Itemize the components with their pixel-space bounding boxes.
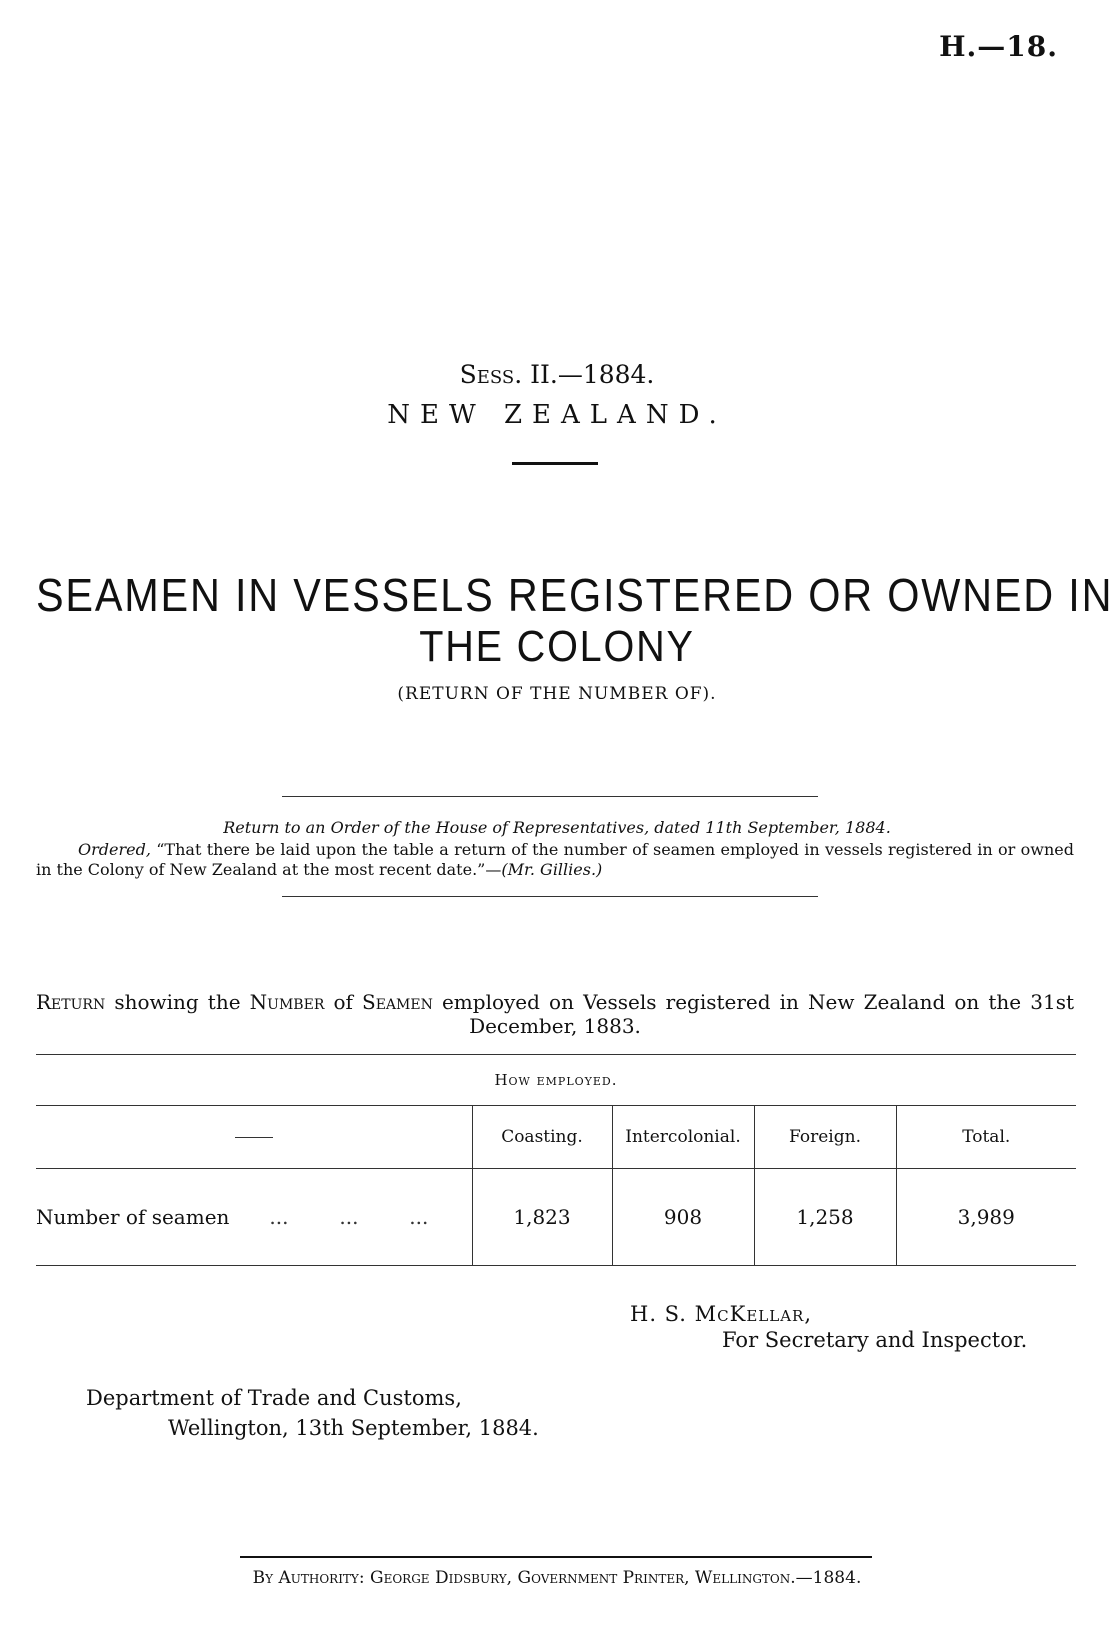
footer-rule — [240, 1556, 872, 1558]
cell-coasting: 1,823 — [472, 1169, 612, 1266]
column-header: Foreign. — [754, 1106, 896, 1169]
ordered-word: Ordered, — [78, 840, 151, 859]
department-place-date: Wellington, 13th September, 1884. — [168, 1416, 539, 1440]
seamen-table — [36, 1054, 1076, 1266]
order-mover: (Mr. Gillies.) — [501, 860, 603, 879]
document-title-line-1: SEAMEN IN VESSELS REGISTERED OR OWNED IN — [36, 569, 1114, 621]
row-label: Number of seamen — [36, 1205, 230, 1229]
return-text-1: showing the — [105, 990, 250, 1014]
number-word: Number — [249, 990, 325, 1014]
cell-foreign: 1,258 — [754, 1169, 896, 1266]
column-header: Intercolonial. — [612, 1106, 754, 1169]
return-text-3: employed on Vessels registered in New Zealand on the 31st December, 1883. — [432, 990, 1074, 1038]
cell-total: 3,989 — [896, 1169, 1076, 1266]
order-body: “That there be laid upon the table a return of the number of seamen employed in vessels registered in or owned in the Colony of New Zealand at the most recent date.”— — [36, 840, 1074, 879]
order-reference: Return to an Order of the House of Representatives, dated 11th September, 1884. — [223, 818, 891, 837]
session-line: Sess. II.—1884. — [459, 360, 655, 389]
return-word: Return — [36, 990, 106, 1014]
country-heading: NEW ZEALAND. — [387, 400, 727, 430]
row-label-cell — [36, 1169, 472, 1266]
document-subtitle: (RETURN OF THE NUMBER OF). — [397, 684, 717, 704]
table-group-header: How employed. — [36, 1055, 1076, 1106]
row-leaders: ... ... ... — [269, 1205, 429, 1229]
department-name: Department of Trade and Customs, — [86, 1386, 462, 1410]
cell-intercolonial: 908 — [612, 1169, 754, 1266]
printer-imprint: By Authority: George Didsbury, Government Printer, Wellington.—1884. — [252, 1568, 862, 1588]
paper-number: H.—18. — [939, 30, 1058, 63]
table-header-row — [36, 1106, 1076, 1169]
divider-bottom — [282, 896, 818, 897]
signatory-role: For Secretary and Inspector. — [722, 1328, 1028, 1352]
return-text-2: of — [324, 990, 363, 1014]
short-rule — [512, 462, 598, 465]
table-row — [36, 1169, 1076, 1266]
column-header: Total. — [896, 1106, 1076, 1169]
header-dash — [36, 1106, 472, 1169]
divider-top — [282, 796, 818, 797]
document-title-line-2: THE COLONY — [419, 622, 695, 671]
seamen-word: Seamen — [362, 990, 433, 1014]
order-text — [36, 840, 1074, 880]
return-heading — [36, 990, 1074, 1038]
column-header: Coasting. — [472, 1106, 612, 1169]
signatory-name: H. S. McKellar, — [630, 1302, 812, 1326]
